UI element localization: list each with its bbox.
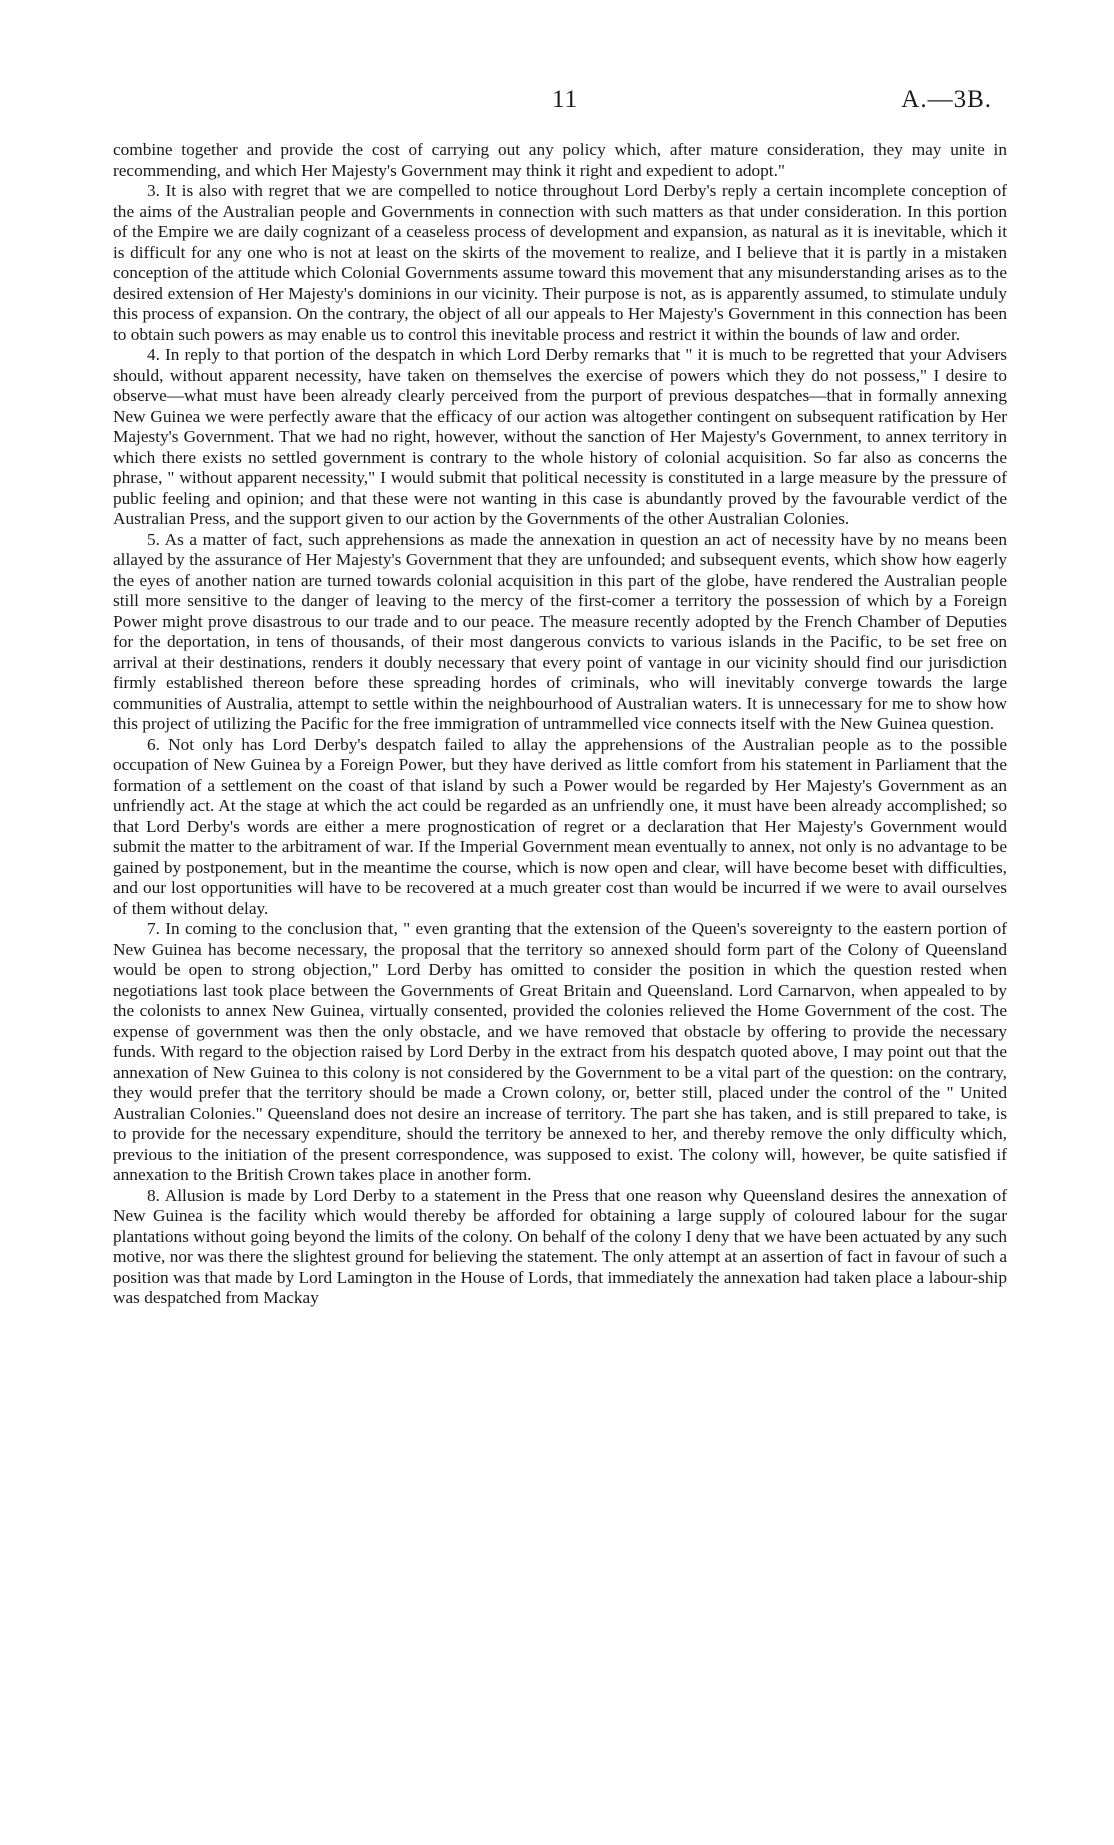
paragraph-7: 7. In coming to the conclusion that, " even granting that the extension of the Queen's sovereignty to the eastern portion of New Guinea has become necessary, the proposal that the territory so annexed should form part of the Colony of Queensland would be open to strong objection," Lord Derby has omitted to consider the position in which the question rested when negotiations last took place between the Governments of Great Britain and Queensland. Lord Carnarvon, when appealed to by the colonists to annex New Guinea, virtually consented, provided the colonies relieved the Home Government of the cost. The expense of government was then the only obstacle, and we have removed that obstacle by offering to provide the necessary funds. With regard to the objection raised by Lord Derby in the extract from his despatch quoted above, I may point out that the annexation of New Guinea to this colony is not considered by the Government to be a vital part of the question: on the contrary, they would prefer that the territory should be made a Crown colony, or, better still, placed under the control of the " United Australian Colonies." Queensland does not desire an increase of territory. The part she has taken, and is still prepared to take, is to provide for the necessary expenditure, should the territory be annexed to her, and thereby remove the only difficulty which, previous to the initiation of the present correspondence, was supposed to exist. The colony will, however, be quite satisfied if annexation to the British Crown takes place in another form.: [113, 919, 1007, 1184]
paragraph-continued: combine together and provide the cost of carrying out any policy which, after mature consideration, they may unite in recommending, and which Her Majesty's Government may think it right and expedient to adopt.": [113, 140, 1007, 180]
document-body: [113, 140, 1007, 1309]
paragraph-8: 8. Allusion is made by Lord Derby to a statement in the Press that one reason why Queensland desires the annexation of New Guinea is the facility which would thereby be afforded for obtaining a large supply of coloured labour for the sugar plantations without going beyond the limits of the colony. On behalf of the colony I deny that we have been actuated by any such motive, nor was there the slightest ground for believing the statement. The only attempt at an assertion of fact in favour of such a position was that made by Lord Lamington in the House of Lords, that immediately the annexation had taken place a labour-ship was despatched from Mackay: [113, 1185, 1007, 1307]
paragraph-3: 3. It is also with regret that we are compelled to notice throughout Lord Derby's reply a certain incomplete conception of the aims of the Australian people and Governments in connection with such matters as that under consideration. In this portion of the Empire we are daily cognizant of a ceaseless process of development and expansion, as natural as it is inevitable, which it is difficult for any one who is not at least on the skirts of the movement to realize, and I believe that it is partly in a mistaken conception of the attitude which Colonial Governments assume toward this movement that any misunderstanding arises as to the desired extension of Her Majesty's dominions in our vicinity. Their purpose is not, as is apparently assumed, to stimulate unduly this process of expansion. On the contrary, the object of all our appeals to Her Majesty's Government in this connection has been to obtain such powers as may enable us to control this inevitable process and restrict it within the bounds of law and order.: [113, 181, 1007, 344]
paragraph-6: 6. Not only has Lord Derby's despatch failed to allay the apprehensions of the Australian people as to the possible occupation of New Guinea by a Foreign Power, but they have derived as little comfort from his statement in Parliament that the formation of a settlement on the coast of that island by such a Power would be regarded by Her Majesty's Government as an unfriendly act. At the stage at which the act could be regarded as an unfriendly one, it must have been already accomplished; so that Lord Derby's words are either a mere prognostication of regret or a declaration that Her Majesty's Government would submit the matter to the arbitrament of war. If the Imperial Government mean eventually to annex, not only is no advantage to be gained by postponement, but in the meantime the course, which is now open and clear, will have become beset with difficulties, and our lost opportunities will have to be recovered at a much greater cost than would be incurred if we were to avail ourselves of them without delay.: [113, 734, 1007, 918]
document-reference: A.—3B.: [901, 86, 992, 113]
paragraph-4: 4. In reply to that portion of the despatch in which Lord Derby remarks that " it is much to be regretted that your Advisers should, without apparent necessity, have taken on themselves the exercise of powers which they do not possess," I desire to observe—what must have been already clearly perceived from the purport of previous despatches—that in formally annexing New Guinea we were perfectly aware that the efficacy of our action was altogether contingent on subsequent ratification by Her Majesty's Government. That we had no right, however, without the sanction of Her Majesty's Government, to annex territory in which there exists no settled government is contrary to the whole history of colonial acquisition. So far also as concerns the phrase, " without apparent necessity," I would submit that political necessity is constituted in a large measure by the pressure of public feeling and opinion; and that these were not wanting in this case is abundantly proved by the favourable verdict of the Australian Press, and the support given to our action by the Governments of the other Australian Colonies.: [113, 345, 1007, 528]
page-number: 11: [552, 86, 579, 113]
page-header: [0, 86, 1114, 120]
paragraph-5: 5. As a matter of fact, such apprehensions as made the annexation in question an act of necessity have by no means been allayed by the assurance of Her Majesty's Government that they are unfounded; and subsequent events, which show how eagerly the eyes of another nation are turned towards colonial acquisition in this part of the globe, have rendered the Australian people still more sensitive to the danger of leaving to the mercy of the first-comer a territory the possession of which by a Foreign Power might prove disastrous to our trade and to our peace. The measure recently adopted by the French Chamber of Deputies for the deportation, in tens of thousands, of their most dangerous convicts to various islands in the Pacific, to be set free on arrival at their destinations, renders it doubly necessary that every point of vantage in our vicinity should find our jurisdiction firmly established thereon before these spreading hordes of criminals, who will inevitably converge towards the large communities of Australia, attempt to settle within the neighbourhood of Australian waters. It is unnecessary for me to show how this project of utilizing the Pacific for the free immigration of untrammelled vice connects itself with the New Guinea question.: [113, 529, 1007, 733]
